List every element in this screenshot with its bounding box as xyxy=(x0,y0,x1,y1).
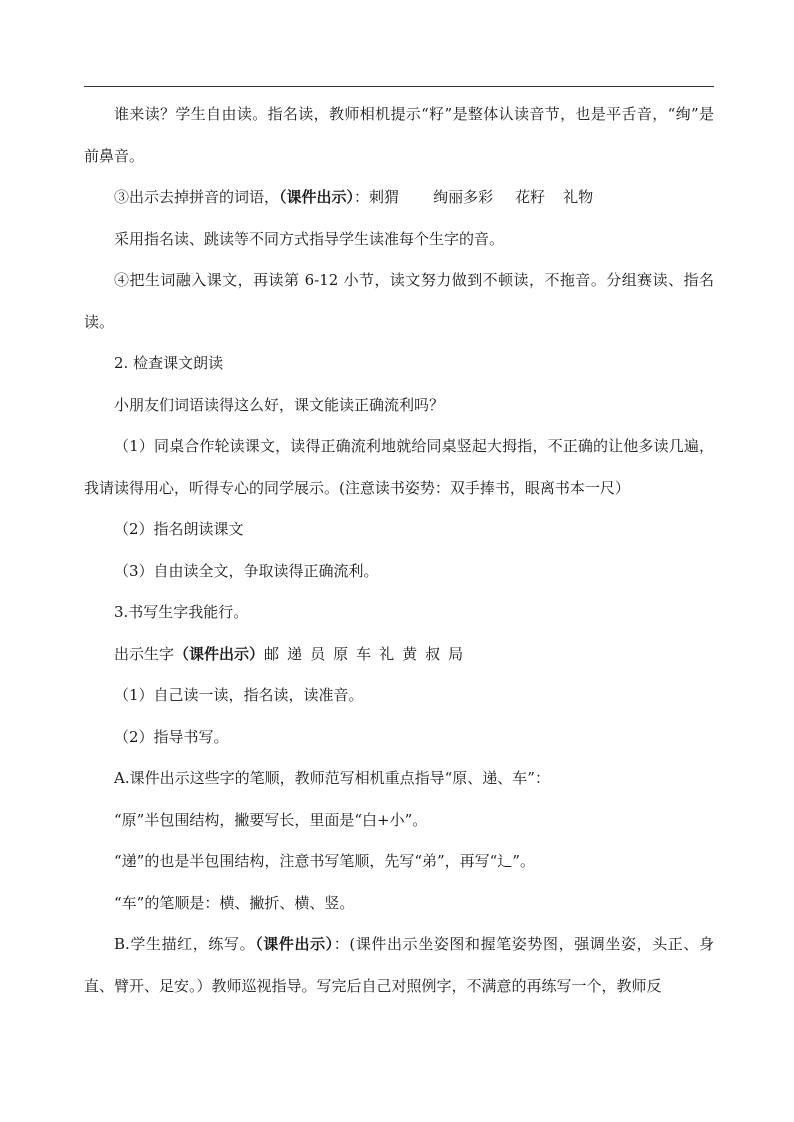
section-heading-writing xyxy=(84,592,714,634)
paragraph-text: 小朋友们词语读得这么好，课文能读正确流利吗？ xyxy=(114,395,445,414)
paragraph-show-characters xyxy=(84,634,714,676)
paragraph-text: “递”的也是半包围结构，注意书写笔顺，先写“弟”，再写“辶”。 xyxy=(114,852,536,870)
paragraph-question xyxy=(84,385,714,427)
paragraph-text: （3）自由读全文，争取读得正确流利。 xyxy=(114,561,379,580)
character-item: 礼 xyxy=(379,644,395,663)
paragraph-item-a xyxy=(84,758,714,800)
paragraph-text: （2）指名朗读课文 xyxy=(114,520,244,538)
word-item: 刺猬 xyxy=(369,188,400,206)
paragraph-intro: 出示生字 xyxy=(114,644,175,663)
heading-text: 2. 检查课文朗读 xyxy=(114,354,224,372)
paragraph-writing-step-1 xyxy=(84,675,714,717)
paragraph-step-1 xyxy=(84,426,714,509)
word-item: 绚丽多彩 xyxy=(433,188,494,206)
character-item: 车 xyxy=(356,644,372,663)
header-rule xyxy=(84,86,714,87)
character-item: 邮 xyxy=(264,644,280,663)
paragraph-writing-step-2 xyxy=(84,717,714,759)
paragraph-intro: ③出示去掉拼音的词语， xyxy=(114,188,280,206)
character-item: 递 xyxy=(287,644,303,663)
paragraph-words-no-pinyin xyxy=(84,177,714,219)
page-content xyxy=(84,94,714,1007)
heading-text: 3.书写生字我能行。 xyxy=(114,603,249,621)
paragraph-step-2 xyxy=(84,509,714,551)
word-item: 花籽 xyxy=(515,188,546,206)
colon: ： xyxy=(354,188,370,206)
paragraph-read-aloud xyxy=(84,94,714,177)
paragraph-merge-words xyxy=(84,260,714,343)
character-item: 局 xyxy=(448,644,464,663)
paragraph-item-b xyxy=(84,924,714,1007)
paragraph-text: “车”的笔顺是：横、撇折、横、竖。 xyxy=(114,893,355,912)
paragraph-char-che xyxy=(84,883,714,925)
character-item: 叔 xyxy=(425,644,441,663)
paragraph-step-3 xyxy=(84,551,714,593)
word-item: 礼物 xyxy=(563,188,594,206)
paragraph-reading-methods xyxy=(84,219,714,261)
paragraph-intro: B.学生描红，练写。 xyxy=(114,935,256,953)
character-item: 原 xyxy=(333,644,349,663)
courseware-label: （课件出示） xyxy=(255,935,334,953)
paragraph-text: A.课件出示这些字的笔顺，教师范写相机重点指导“原、递、车”： xyxy=(114,769,550,787)
section-heading-check-reading xyxy=(84,343,714,385)
character-item: 员 xyxy=(310,644,326,663)
courseware-label: （课件出示） xyxy=(279,188,355,206)
paragraph-text: （1）同桌合作轮读课文，读得正确流利地就给同桌竖起大拇指，不正确的让他多读几遍，我请读得用心，听得专心的同学展示。(注意读书姿势：双手捧书，眼离书本一尺） xyxy=(84,437,714,497)
paragraph-text: ：(课件出示坐姿图和握笔姿势图，强调坐姿，头正、身直、臂开、足安。）教师巡视指导。写完后自己对照例字，不满意的再练写一个，教师反 xyxy=(84,935,714,995)
paragraph-text: （2）指导书写。 xyxy=(114,727,229,746)
paragraph-text: （1）自己读一读，指名读，读准音。 xyxy=(114,686,364,704)
courseware-label: （课件出示） xyxy=(174,644,265,663)
paragraph-text: 采用指名读、跳读等不同方式指导学生读准每个生字的音。 xyxy=(114,229,505,248)
character-item: 黄 xyxy=(402,644,418,663)
paragraph-char-yuan xyxy=(84,800,714,842)
paragraph-text: ④把生词融入课文，再读第 6-12 小节，读文努力做到不顿读，不拖音。分组赛读、指名读。 xyxy=(84,271,714,331)
paragraph-char-di xyxy=(84,841,714,883)
paragraph-text: 谁来读？学生自由读。指名读，教师相机提示“籽”是整体认读音节，也是平舌音，“绚”是前鼻音。 xyxy=(84,105,714,165)
paragraph-text: “原”半包围结构，撇要写长，里面是“白+小”。 xyxy=(114,810,428,829)
